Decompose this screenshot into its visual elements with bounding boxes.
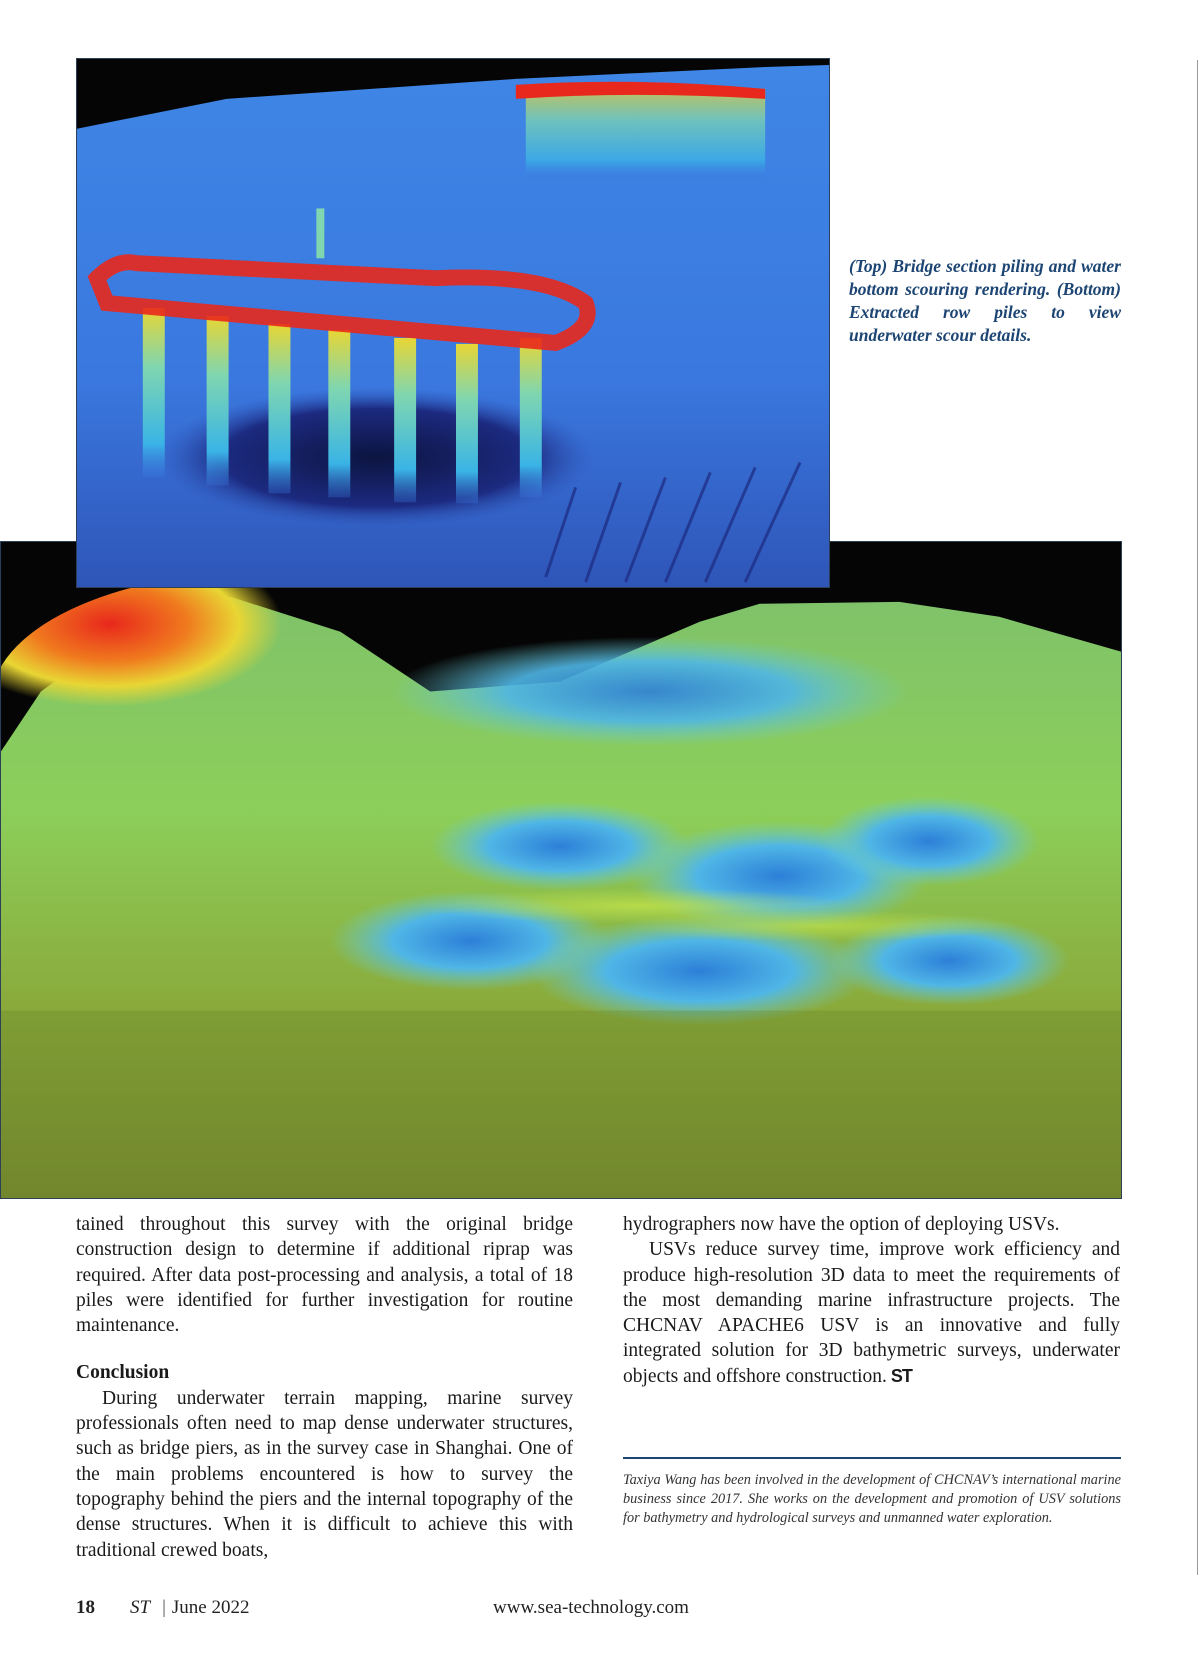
figure-caption-text: (Top) Bridge section piling and water bottom scouring rendering. (Bottom) Extracted row piles to view underwater scour details. (849, 256, 1121, 345)
page-edge-rule (1197, 60, 1198, 1575)
piling-rendering (77, 59, 829, 587)
body-paragraph: hydrographers now have the option of deploying USVs. (623, 1214, 1060, 1235)
terrain-rendering (1, 542, 1121, 1198)
website-link[interactable]: www.sea-technology.com (493, 1597, 689, 1618)
figure-caption (849, 255, 1121, 347)
author-bio-text: Taxiya Wang has been involved in the development of CHCNAV’s international marine business since 2017. She works on the development and promotion of USV solutions for bathymetry and hydrological surveys and unmanned water exploration. (623, 1472, 1121, 1526)
end-mark: ST (890, 1365, 912, 1386)
article-column-left (76, 1212, 573, 1563)
body-paragraph-final (623, 1237, 1120, 1389)
figure-bottom-terrain (0, 541, 1122, 1199)
magazine-name: ST (130, 1597, 151, 1618)
footer-separator: | (162, 1597, 166, 1618)
body-paragraph: tained throughout this survey with the original bridge construction design to determine if additional riprap was required. After data post-processing and analysis, a total of 18 piles were identified for further investigation for routine maintenance. (76, 1214, 573, 1337)
far-pile-row (516, 82, 765, 179)
issue-date: June 2022 (171, 1597, 250, 1618)
author-bio-divider (623, 1457, 1121, 1459)
page-number: 18 (76, 1597, 95, 1618)
figure-top-bridge-piling (76, 58, 830, 588)
body-paragraph: During underwater terrain mapping, marine survey professionals often need to map dense underwater structures, such as bridge piers, as in the survey case in Shanghai. One of the main problems encountered is how to survey the topography behind the piers and the internal topography of the dense structures. When it is difficult to achieve this with traditional crewed boats, (76, 1387, 573, 1561)
article-column-right (623, 1212, 1120, 1389)
section-heading-conclusion: Conclusion (76, 1362, 170, 1384)
magazine-issue (130, 1597, 249, 1619)
author-bio (623, 1471, 1121, 1528)
closing-text: USVs reduce survey time, improve work efficiency and produce high-resolution 3D data to meet the requirements of the most demanding marine infrastructure projects. The CHCNAV APACHE6 USV is an innovative and fully integrated solution for 3D bathymetric surveys, underwater objects and offshore construction. (623, 1239, 1120, 1387)
page-footer (76, 1597, 1116, 1623)
